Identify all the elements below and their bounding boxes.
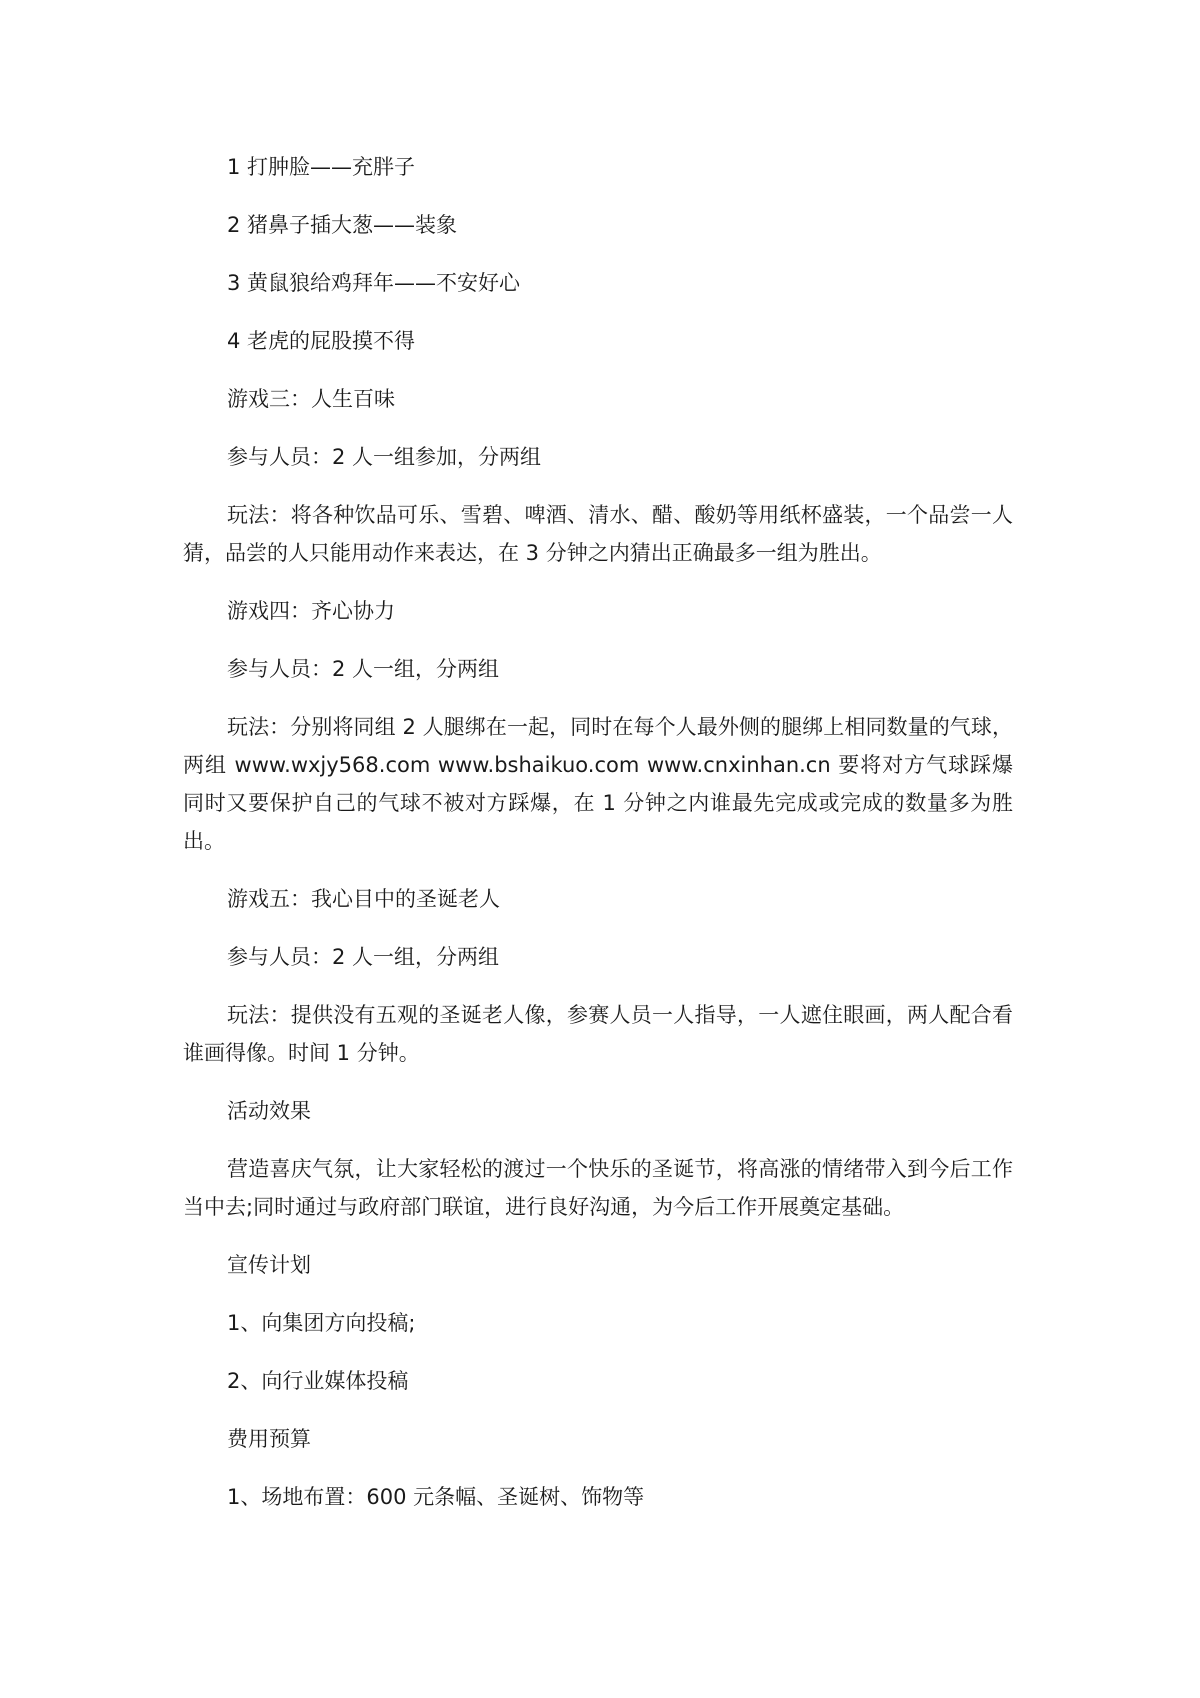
game-five-heading: 游戏五：我心目中的圣诞老人 bbox=[227, 887, 500, 911]
game-five-rules: 玩法：提供没有五观的圣诞老人像，参赛人员一人指导，一人遮住眼画，两人配合看谁画得像。时间 1 分钟。 bbox=[183, 1003, 1013, 1065]
game-four-rules: 玩法：分别将同组 2 人腿绑在一起，同时在每个人最外侧的腿绑上相同数量的气球，两组 www.wxjy568.com www.bshaikuo.com www.cnxinhan.cn 要将对方气球踩爆同时又要保护自己的气球不被对方踩爆，在 1 分钟之内谁最先完成或完成的数量多为胜出。 bbox=[183, 715, 1013, 853]
list-item-idiom-3: 3 黄鼠狼给鸡拜年——不安好心 bbox=[227, 271, 521, 295]
game-four-participants: 参与人员：2 人一组，分两组 bbox=[227, 657, 500, 681]
list-item-idiom-1: 1 打肿脸——充胖子 bbox=[227, 155, 416, 179]
effect-text: 营造喜庆气氛，让大家轻松的渡过一个快乐的圣诞节，将高涨的情绪带入到今后工作当中去;同时通过与政府部门联谊，进行良好沟通，为今后工作开展奠定基础。 bbox=[183, 1157, 1013, 1219]
budget-heading: 费用预算 bbox=[227, 1427, 311, 1451]
list-item-idiom-2: 2 猪鼻子插大葱——装象 bbox=[227, 213, 458, 237]
game-three-rules: 玩法：将各种饮品可乐、雪碧、啤酒、清水、醋、酸奶等用纸杯盛装，一个品尝一人猜，品尝的人只能用动作来表达，在 3 分钟之内猜出正确最多一组为胜出。 bbox=[183, 503, 1013, 565]
list-item-idiom-4: 4 老虎的屁股摸不得 bbox=[227, 329, 416, 353]
game-three-participants: 参与人员：2 人一组参加，分两组 bbox=[227, 445, 542, 469]
effect-heading: 活动效果 bbox=[227, 1099, 311, 1123]
publicity-heading: 宣传计划 bbox=[227, 1253, 311, 1277]
game-five-participants: 参与人员：2 人一组，分两组 bbox=[227, 945, 500, 969]
budget-item-1: 1、场地布置：600 元条幅、圣诞树、饰物等 bbox=[227, 1485, 645, 1509]
publicity-item-2: 2、向行业媒体投稿 bbox=[227, 1369, 409, 1393]
game-four-heading: 游戏四：齐心协力 bbox=[227, 599, 395, 623]
publicity-item-1: 1、向集团方向投稿; bbox=[227, 1311, 416, 1335]
game-three-heading: 游戏三：人生百味 bbox=[227, 387, 395, 411]
document-body bbox=[183, 148, 1013, 1536]
